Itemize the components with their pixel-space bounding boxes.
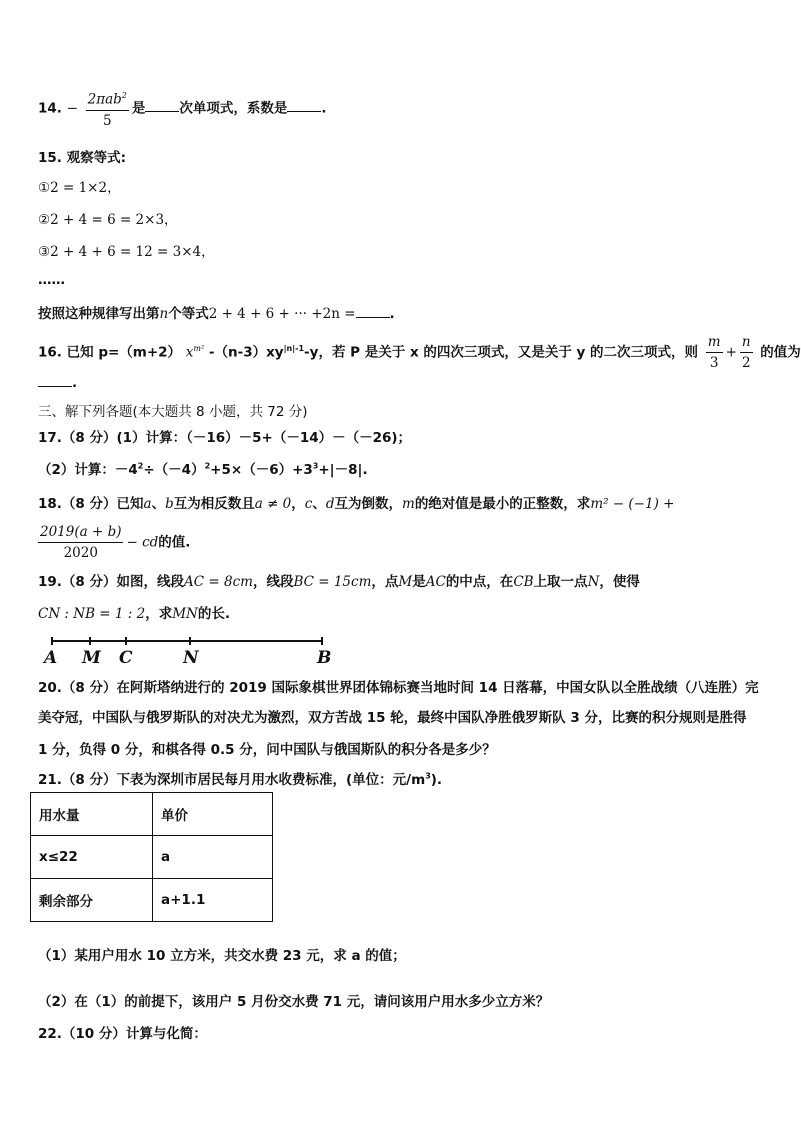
text: 18.（8 分）已知 [38,496,144,512]
variable: m [402,496,415,512]
exponent: 3 [312,461,319,471]
text: 按照这种规律写出第 [38,306,160,322]
numerator: 2019(a + b) [38,524,123,543]
question-20-line-1: 20.（8 分）在阿斯塔纳进行的 2019 国际象棋世界团体锦标赛当地时间 14 日落幕，中国女队以全胜战绩（八连胜）完 [38,680,759,696]
segment: CB [513,574,534,590]
text: 的中点，在 [445,574,514,590]
text: +|－8|. [318,462,368,478]
segment: AC [425,574,446,590]
text: 、 [312,496,326,512]
answer-blank [287,99,321,112]
text: 是 [131,100,146,117]
text: 19.（8 分）如图，线段 [38,574,185,590]
ellipsis: …… [38,272,65,288]
variable: c [304,496,313,512]
question-16 [38,334,801,371]
text: 上取一点 [533,574,588,590]
answer-blank [145,99,179,112]
question-14 [38,88,327,129]
table-row [31,879,273,922]
text: 21.（8 分）下表为深圳市居民每月用水收费标准，(单位：元/m [38,772,426,788]
fraction [38,524,123,561]
point: M [398,574,413,590]
text: -（n-3）xy [208,344,284,361]
question-number: 14. [38,100,62,117]
answer-blank [38,374,72,387]
fraction [86,88,129,129]
expression: m² − (−1) + [590,496,675,512]
fraction-m3 [706,334,723,371]
variable-x: x [185,344,194,361]
text: （2）计算：－4 [38,462,138,478]
text: 的长. [197,606,230,622]
equation-1: ①2 = 1×2， [38,180,121,196]
section-heading: 三、解下列各题(本大题共 8 小题，共 72 分) [38,404,308,420]
text: 互为相反数且 [173,496,255,512]
segment-diagram [36,634,336,668]
text: 的值. [158,534,191,551]
text: . [72,375,78,391]
variable: d [325,496,335,512]
denominator: 2 [741,355,751,371]
exponent: 2 [121,91,127,100]
expression: − cd [126,534,159,551]
question-18 [38,492,674,512]
variable-n: n [159,306,169,322]
text: 的值为 [760,344,801,361]
text: . [321,100,327,117]
numerator: m [706,334,723,353]
denominator: 2020 [63,545,98,561]
text: ). [430,772,443,788]
water-rate-table [30,792,273,922]
question-20-line-2: 美夺冠，中国队与俄罗斯队的对决尤为激烈，双方苦战 15 轮，最终中国队净胜俄罗斯队 3 分，比赛的积分规则是胜得 [38,710,747,726]
question-16-blank [38,374,77,391]
equation-3: ③2 + 4 + 6 = 12 = 3×4， [38,244,215,260]
text: -y，若 P 是关于 x 的四次三项式，又是关于 y 的二次三项式，则 [304,344,699,361]
label-m: M [82,648,101,668]
question-17-part2 [38,458,368,478]
answer-blank [356,305,390,318]
question-15-ask [38,302,395,322]
question-20-line-3: 1 分，负得 0 分，和棋各得 0.5 分，问中国队与俄国斯队的积分各是多少？ [38,742,496,758]
table-row [31,793,273,836]
table-row [31,836,273,879]
text: 16. 已知 p=（m+2） [38,344,182,361]
label-a: A [44,648,58,668]
plus: + [725,344,737,361]
fraction-denominator: 5 [102,112,112,129]
text: . [389,306,395,322]
text: 互为倒数， [334,496,402,512]
exponent: 2 [204,461,211,471]
question-19-cont [38,602,230,622]
question-17-part1: 17.（8 分）(1）计算：（－16）－5+（－14）－（－26)； [38,430,412,446]
question-22: 22.（10 分）计算与化简： [38,1026,207,1042]
variable: b [165,496,174,512]
question-19 [38,570,640,590]
fraction-numerator [86,88,129,111]
text: ，点 [371,574,399,590]
numerator: n [740,334,753,353]
exponent: |n|-1 [283,344,305,353]
condition: a ≠ 0 [254,496,292,512]
text: ，线段 [252,574,294,590]
text: ，使得 [599,574,640,590]
fraction-n2 [740,334,753,371]
point: N [587,574,600,590]
expression: AC = 8cm [184,574,253,590]
question-21-part1: （1）某用户用水 10 立方米，共交水费 23 元，求 a 的值； [38,948,406,964]
table-cell: 单价 [153,793,273,836]
exponent: 2 [137,461,144,471]
table-cell: a+1.1 [153,879,273,922]
table-cell: x≤22 [31,836,153,879]
question-21-part2: （2）在（1）的前提下，该用户 5 月份交水费 71 元，请问该用户用水多少立方米？ [38,994,550,1010]
text: ，求 [145,606,173,622]
expression: BC = 15cm [293,574,372,590]
table-cell: 用水量 [31,793,153,836]
text: 、 [151,496,166,512]
table-cell: a [153,836,273,879]
variable: a [143,496,152,512]
label-n: N [183,648,199,668]
text: +5×（－6）+3 [210,462,313,478]
equation-2: ②2 + 4 = 6 = 2×3， [38,212,178,228]
text: 的绝对值是最小的正整数，求 [414,496,591,512]
question-15-title: 15. 观察等式: [38,150,127,166]
text: 次单项式，系数是 [179,100,288,117]
text: 个等式 [168,306,209,322]
exponent: m² [193,344,205,353]
exponent: 3 [425,771,431,781]
text: ÷（－4） [143,462,205,478]
text: 是 [412,574,426,590]
table-cell: 剩余部分 [31,879,153,922]
formula: 2 + 4 + 6 + ··· +2n = [208,306,356,322]
text: ， [291,496,305,512]
question-21-intro [38,768,442,788]
label-b: B [317,648,332,668]
numerator-text: 2πab [87,91,122,108]
segment: MN [172,606,198,622]
question-18-cont [38,524,190,561]
minus-sign: − [66,100,78,117]
label-c: C [119,648,133,668]
denominator: 3 [709,355,719,371]
ratio: CN : NB = 1 : 2 [38,606,146,622]
